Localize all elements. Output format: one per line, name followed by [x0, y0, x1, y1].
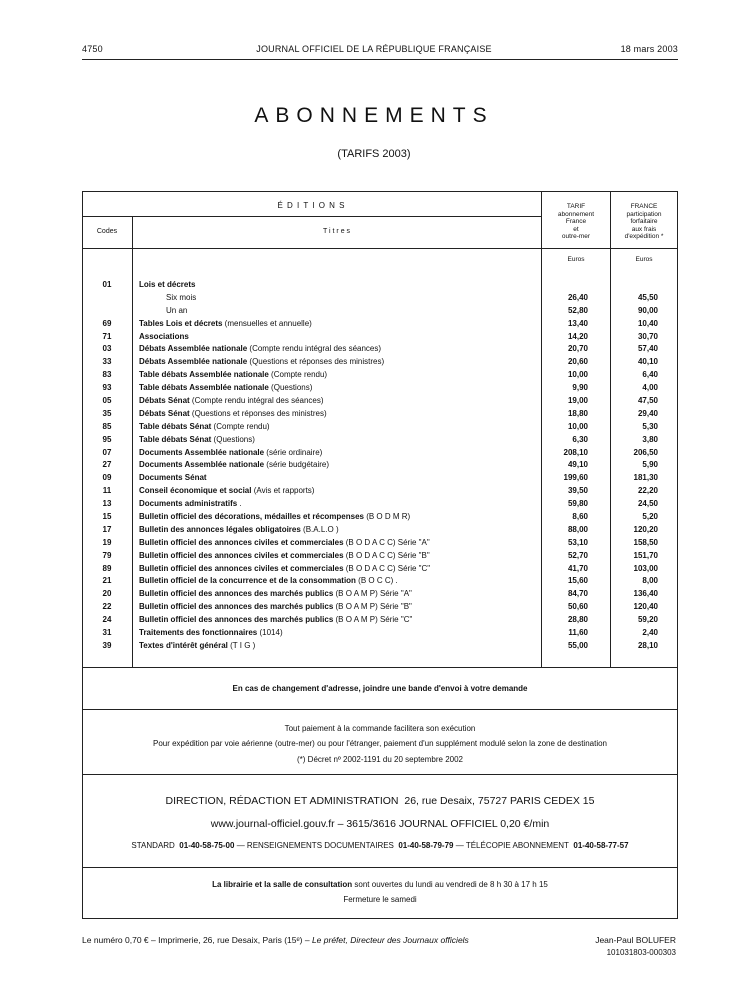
row-title-bold: Débats Sénat	[139, 396, 190, 406]
row-title	[139, 498, 242, 511]
row-title	[139, 356, 384, 369]
row-title-detail: (Questions et réponses des ministres)	[247, 357, 385, 367]
renseignements-number: 01-40-58-79-79	[398, 841, 454, 850]
direction-bottom-rule	[82, 867, 678, 868]
row-france: 47,50	[637, 396, 658, 406]
row-title-bold: Bulletin officiel des annonces civiles et commerciales	[139, 563, 344, 573]
table-row	[82, 382, 678, 395]
row-title	[139, 331, 189, 344]
row-france: 8,00	[642, 576, 658, 586]
table-row	[82, 459, 678, 472]
decree-note: (*) Décret nº 2002-1191 du 20 septembre 2002	[297, 755, 463, 764]
row-title	[139, 318, 312, 331]
standard-label: STANDARD	[131, 841, 175, 850]
table-row	[82, 292, 678, 305]
row-title-detail: (B O A M P) Série "A"	[333, 589, 412, 599]
row-title-bold: Lois et décrets	[139, 280, 196, 289]
librairie-hours	[82, 880, 678, 889]
row-tarif: 39,50	[567, 486, 588, 496]
row-code: 17	[102, 524, 112, 534]
row-title-bold: Table débats Assemblée nationale	[139, 370, 269, 380]
row-tarif: 14,20	[567, 331, 588, 341]
row-code: 69	[102, 318, 112, 328]
row-france: 5,30	[642, 421, 658, 431]
table-row	[82, 640, 678, 653]
row-code: 83	[102, 370, 112, 380]
row-title	[139, 369, 327, 382]
phone-line	[82, 841, 678, 850]
france-header-line: forfaitaire	[630, 218, 658, 225]
row-title	[139, 421, 270, 434]
row-france: 40,10	[637, 357, 658, 367]
row-france: 90,00	[637, 305, 658, 315]
row-france: 6,40	[642, 370, 658, 380]
row-france: 10,40	[637, 318, 658, 328]
direction-line	[82, 795, 678, 807]
tarif-header-line: outre-mer	[561, 233, 591, 240]
titres-header: T i t r e s	[322, 228, 351, 235]
row-title-detail: (série budgétaire)	[264, 460, 329, 470]
row-title-detail: (B O C C) .	[355, 576, 398, 586]
france-header-line: aux frais	[631, 225, 657, 233]
row-code: 89	[102, 563, 112, 573]
row-tarif: 26,40	[567, 292, 588, 302]
row-tarif: 49,10	[567, 460, 588, 470]
editions-rule	[82, 216, 541, 217]
row-code: 39	[102, 640, 112, 650]
row-title-detail: (B.A.L.O )	[300, 524, 339, 534]
row-code: 95	[102, 434, 112, 444]
row-title	[139, 434, 255, 447]
librairie-rest: sont ouvertes du lundi au vendredi de 8 h 30 à 17 h 15	[352, 880, 548, 889]
footer-price: Le numéro 0,70 € – Imprimerie, 26, rue Desaix, Paris (15ᵉ) –	[82, 935, 310, 945]
page-subtitle: (TARIFS 2003)	[337, 148, 411, 160]
tarif-header-line: TARIF	[566, 203, 586, 210]
row-title-detail: .	[237, 499, 242, 509]
table-row	[82, 550, 678, 563]
row-title-bold: Documents Assemblée nationale	[139, 460, 265, 470]
journal-name: JOURNAL OFFICIEL DE LA RÉPUBLIQUE FRANÇAISE	[256, 44, 492, 54]
row-title-bold: Débats Sénat	[139, 408, 190, 418]
row-code: 15	[102, 512, 112, 522]
row-code: 09	[102, 473, 112, 483]
row-title-detail: (Questions)	[211, 434, 255, 444]
table-row	[82, 601, 678, 614]
row-tarif: 6,30	[572, 434, 588, 444]
row-title-bold: Tables Lois et décrets	[139, 318, 223, 328]
row-code: 19	[102, 537, 112, 547]
row-tarif: 8,60	[572, 512, 588, 522]
row-title	[139, 524, 339, 537]
row-france: 181,30	[633, 473, 658, 483]
page-number: 4750	[82, 44, 103, 54]
france-header-line: participation	[626, 210, 662, 218]
table-row	[82, 343, 678, 356]
address-bottom-rule	[82, 709, 678, 710]
row-title-bold: Conseil économique et social	[139, 486, 252, 496]
row-tarif: 208,10	[563, 447, 588, 457]
row-title	[139, 382, 312, 395]
row-title-bold: Table débats Sénat	[139, 421, 212, 431]
table-row	[82, 318, 678, 331]
row-tarif: 13,40	[567, 318, 588, 328]
row-tarif: 10,00	[567, 370, 588, 380]
row-title-detail: (T I G )	[227, 640, 256, 650]
row-title	[139, 472, 207, 485]
row-code: 33	[102, 357, 112, 367]
row-title	[139, 447, 322, 460]
table-row	[82, 331, 678, 344]
row-france: 206,50	[633, 447, 658, 457]
row-tarif: 18,80	[567, 408, 588, 418]
row-title-detail: (Compte rendu)	[268, 370, 328, 380]
row-tarif: 52,80	[567, 305, 588, 315]
row-code: 21	[102, 576, 112, 586]
table-row	[82, 537, 678, 550]
row-title-detail: (Avis et rapports)	[251, 486, 315, 496]
payment-line-2: Pour expédition par voie aérienne (outre-mer) ou pour l'étranger, paiement d'un supplément modulé selon la zone de destination	[152, 739, 607, 748]
table-row	[82, 588, 678, 601]
table-row	[82, 279, 678, 292]
table-row	[82, 305, 678, 318]
row-title	[139, 640, 255, 653]
row-code: 11	[102, 486, 112, 496]
tarif-unit: Euros	[567, 256, 585, 263]
row-title	[139, 343, 381, 356]
row-france: 28,10	[637, 640, 658, 650]
row-tarif: 88,00	[567, 524, 588, 534]
footer-prefet: Le préfet, Directeur des Journaux officiels	[311, 935, 469, 945]
france-header-line: FRANCE	[630, 203, 658, 210]
row-code: 79	[102, 550, 112, 560]
row-title-bold: Bulletin officiel des annonces civiles et commerciales	[139, 537, 344, 547]
row-france: 30,70	[637, 331, 658, 341]
row-code: 22	[102, 602, 112, 612]
row-france: 151,70	[633, 550, 658, 560]
row-tarif: 20,60	[567, 357, 588, 367]
table-row	[82, 498, 678, 511]
row-code: 24	[102, 615, 112, 625]
footer-code: 101031803-000303	[606, 948, 676, 957]
row-title	[139, 511, 410, 524]
table-row	[82, 627, 678, 640]
row-france: 22,20	[637, 486, 658, 496]
table-row	[82, 447, 678, 460]
row-title-bold: Documents Sénat	[139, 473, 207, 483]
table-row	[82, 524, 678, 537]
row-title-detail: (Compte rendu intégral des séances)	[189, 396, 324, 406]
row-code: 93	[102, 383, 112, 393]
row-france: 29,40	[637, 408, 658, 418]
row-title-bold: Bulletin officiel des annonces des marchés publics	[139, 602, 334, 612]
footer-signature: Jean-Paul BOLUFER	[595, 935, 676, 945]
payment-bottom-rule	[82, 774, 678, 775]
row-code: 03	[102, 344, 112, 354]
editions-header: É D I T I O N S	[277, 201, 346, 210]
row-code: 05	[102, 396, 112, 406]
row-title-bold: Table débats Assemblée nationale	[139, 383, 269, 393]
row-france: 24,50	[637, 499, 658, 509]
row-title	[139, 601, 412, 614]
row-france: 59,20	[637, 615, 658, 625]
row-title-bold: Débats Assemblée nationale	[139, 344, 248, 354]
row-code: 35	[102, 408, 112, 418]
row-france: 3,80	[642, 434, 658, 444]
header-rule	[82, 59, 678, 60]
row-code: 71	[102, 331, 112, 341]
row-france: 5,20	[642, 512, 658, 522]
row-title	[139, 550, 430, 563]
row-tarif: 50,60	[567, 602, 588, 612]
row-title-bold: Bulletin officiel des annonces civiles et commerciales	[139, 550, 344, 560]
table-row	[82, 472, 678, 485]
row-title	[139, 459, 329, 472]
row-france: 57,40	[637, 344, 658, 354]
website-line: www.journal-officiel.gouv.fr – 3615/3616 JOURNAL OFFICIEL 0,20 €/min	[210, 818, 550, 830]
row-title-detail: (1014)	[257, 628, 283, 638]
row-title	[166, 292, 196, 305]
row-title-bold: Débats Assemblée nationale	[139, 357, 248, 367]
row-title-detail: Six mois	[166, 292, 197, 302]
row-title-bold: Bulletin officiel de la concurrence et de la consommation	[139, 576, 356, 586]
row-title	[166, 305, 187, 318]
row-title	[139, 627, 283, 640]
header-bottom-rule	[82, 248, 678, 249]
tarif-header-line: et	[573, 225, 579, 233]
row-title	[139, 575, 398, 588]
row-title	[139, 614, 412, 627]
row-title-bold: Bulletin officiel des annonces des marchés publics	[139, 589, 334, 599]
table-row	[82, 485, 678, 498]
row-title-bold: Associations	[139, 331, 189, 341]
row-tarif: 84,70	[567, 589, 588, 599]
row-title-detail: (Compte rendu)	[211, 421, 270, 431]
row-tarif: 11,60	[568, 628, 588, 638]
row-tarif: 19,00	[567, 396, 588, 406]
row-france: 5,90	[642, 460, 658, 470]
france-header	[611, 203, 677, 241]
row-tarif: 41,70	[567, 563, 588, 573]
rows-bottom-rule	[82, 667, 678, 668]
table-row	[82, 511, 678, 524]
row-france: 2,40	[642, 628, 658, 638]
table-row	[82, 369, 678, 382]
page-title: ABONNEMENTS	[254, 104, 494, 127]
row-tarif: 20,70	[567, 344, 588, 354]
row-france: 120,40	[633, 602, 658, 612]
direction-title: DIRECTION, RÉDACTION ET ADMINISTRATION	[165, 795, 399, 807]
tarif-header-line: France	[565, 218, 587, 225]
row-title-detail: (B O D A C C) Série "B"	[343, 550, 430, 560]
row-tarif: 15,60	[567, 576, 588, 586]
table-row	[82, 356, 678, 369]
row-tarif: 28,80	[567, 615, 588, 625]
row-france: 158,50	[633, 537, 658, 547]
address-change-note: En cas de changement d'adresse, joindre une bande d'envoi à votre demande	[232, 684, 528, 693]
row-code: 27	[102, 460, 112, 470]
france-unit: Euros	[635, 256, 653, 263]
row-code: 07	[102, 447, 112, 457]
standard-number: 01-40-58-75-00	[179, 841, 235, 850]
row-tarif: 9,90	[572, 383, 588, 393]
codes-header: Codes	[96, 228, 118, 235]
row-title-bold: Bulletin officiel des annonces des marchés publics	[139, 615, 334, 625]
row-title	[139, 563, 430, 576]
telecopie-label: — TÉLÉCOPIE ABONNEMENT	[455, 841, 569, 850]
row-title-detail: (Compte rendu intégral des séances)	[247, 344, 382, 354]
row-code: 85	[102, 421, 112, 431]
tarif-header-line: abonnement	[557, 210, 595, 218]
issue-date: 18 mars 2003	[620, 44, 678, 54]
row-france: 103,00	[633, 563, 658, 573]
table-row	[82, 575, 678, 588]
row-title-detail: Un an	[166, 305, 188, 315]
row-title-detail: (Questions)	[268, 383, 313, 393]
row-title-bold: Bulletin des annonces légales obligatoires	[139, 524, 301, 534]
row-france: 120,20	[633, 524, 658, 534]
table-row	[82, 434, 678, 447]
librairie-bold: La librairie et la salle de consultation	[212, 880, 353, 889]
row-title-detail: (B O D M R)	[363, 512, 411, 522]
row-title	[139, 408, 327, 421]
tariff-rows	[82, 279, 678, 653]
table-row	[82, 421, 678, 434]
row-title	[139, 588, 412, 601]
row-title-detail: (B O A M P) Série "B"	[333, 602, 412, 612]
row-tarif: 53,10	[567, 537, 588, 547]
librairie-closed: Fermeture le samedi	[343, 895, 417, 904]
row-title-bold: Textes d'intérêt général	[139, 640, 228, 650]
row-title-bold: Documents administratifs	[139, 499, 238, 509]
table-row	[82, 408, 678, 421]
payment-line-1: Tout paiement à la commande facilitera son exécution	[284, 724, 476, 733]
france-header-line: d'expédition *	[624, 233, 664, 240]
table-row	[82, 563, 678, 576]
row-code: 31	[102, 628, 112, 638]
row-title-bold: Traitements des fonctionnaires	[139, 628, 258, 638]
row-france: 4,00	[642, 383, 658, 393]
row-title-detail: (Questions et réponses des ministres)	[189, 408, 327, 418]
row-title-detail: (mensuelles et annuelle)	[222, 318, 312, 328]
footer-left	[82, 935, 469, 945]
row-title	[139, 485, 314, 498]
row-tarif: 55,00	[567, 640, 588, 650]
row-code: 13	[102, 499, 112, 509]
table-row	[82, 395, 678, 408]
row-title-detail: (série ordinaire)	[264, 447, 323, 457]
row-title-detail: (B O D A C C) Série "A"	[343, 537, 430, 547]
row-title-bold: Bulletin officiel des décorations, médailles et récompenses	[139, 512, 364, 522]
row-title	[139, 395, 324, 408]
row-tarif: 59,80	[567, 499, 588, 509]
direction-address: 26, rue Desaix, 75727 PARIS CEDEX 15	[404, 795, 595, 807]
row-title	[139, 537, 430, 550]
row-france: 136,40	[633, 589, 658, 599]
row-tarif: 10,00	[567, 421, 588, 431]
table-row	[82, 614, 678, 627]
row-title	[139, 279, 195, 292]
row-title-detail: (B O D A C C) Série "C"	[343, 563, 431, 573]
row-code: 20	[102, 589, 112, 599]
row-title-detail: (B O A M P) Série "C"	[333, 615, 413, 625]
row-code: 01	[102, 280, 112, 289]
renseignements-label: — RENSEIGNEMENTS DOCUMENTAIRES	[236, 841, 394, 850]
row-france: 45,50	[637, 292, 658, 302]
tarif-header	[542, 203, 610, 241]
row-title-bold: Documents Assemblée nationale	[139, 447, 265, 457]
row-title-bold: Table débats Sénat	[139, 434, 212, 444]
row-tarif: 52,70	[567, 550, 588, 560]
row-tarif: 199,60	[563, 473, 588, 483]
telecopie-number: 01-40-58-77-57	[573, 841, 629, 850]
